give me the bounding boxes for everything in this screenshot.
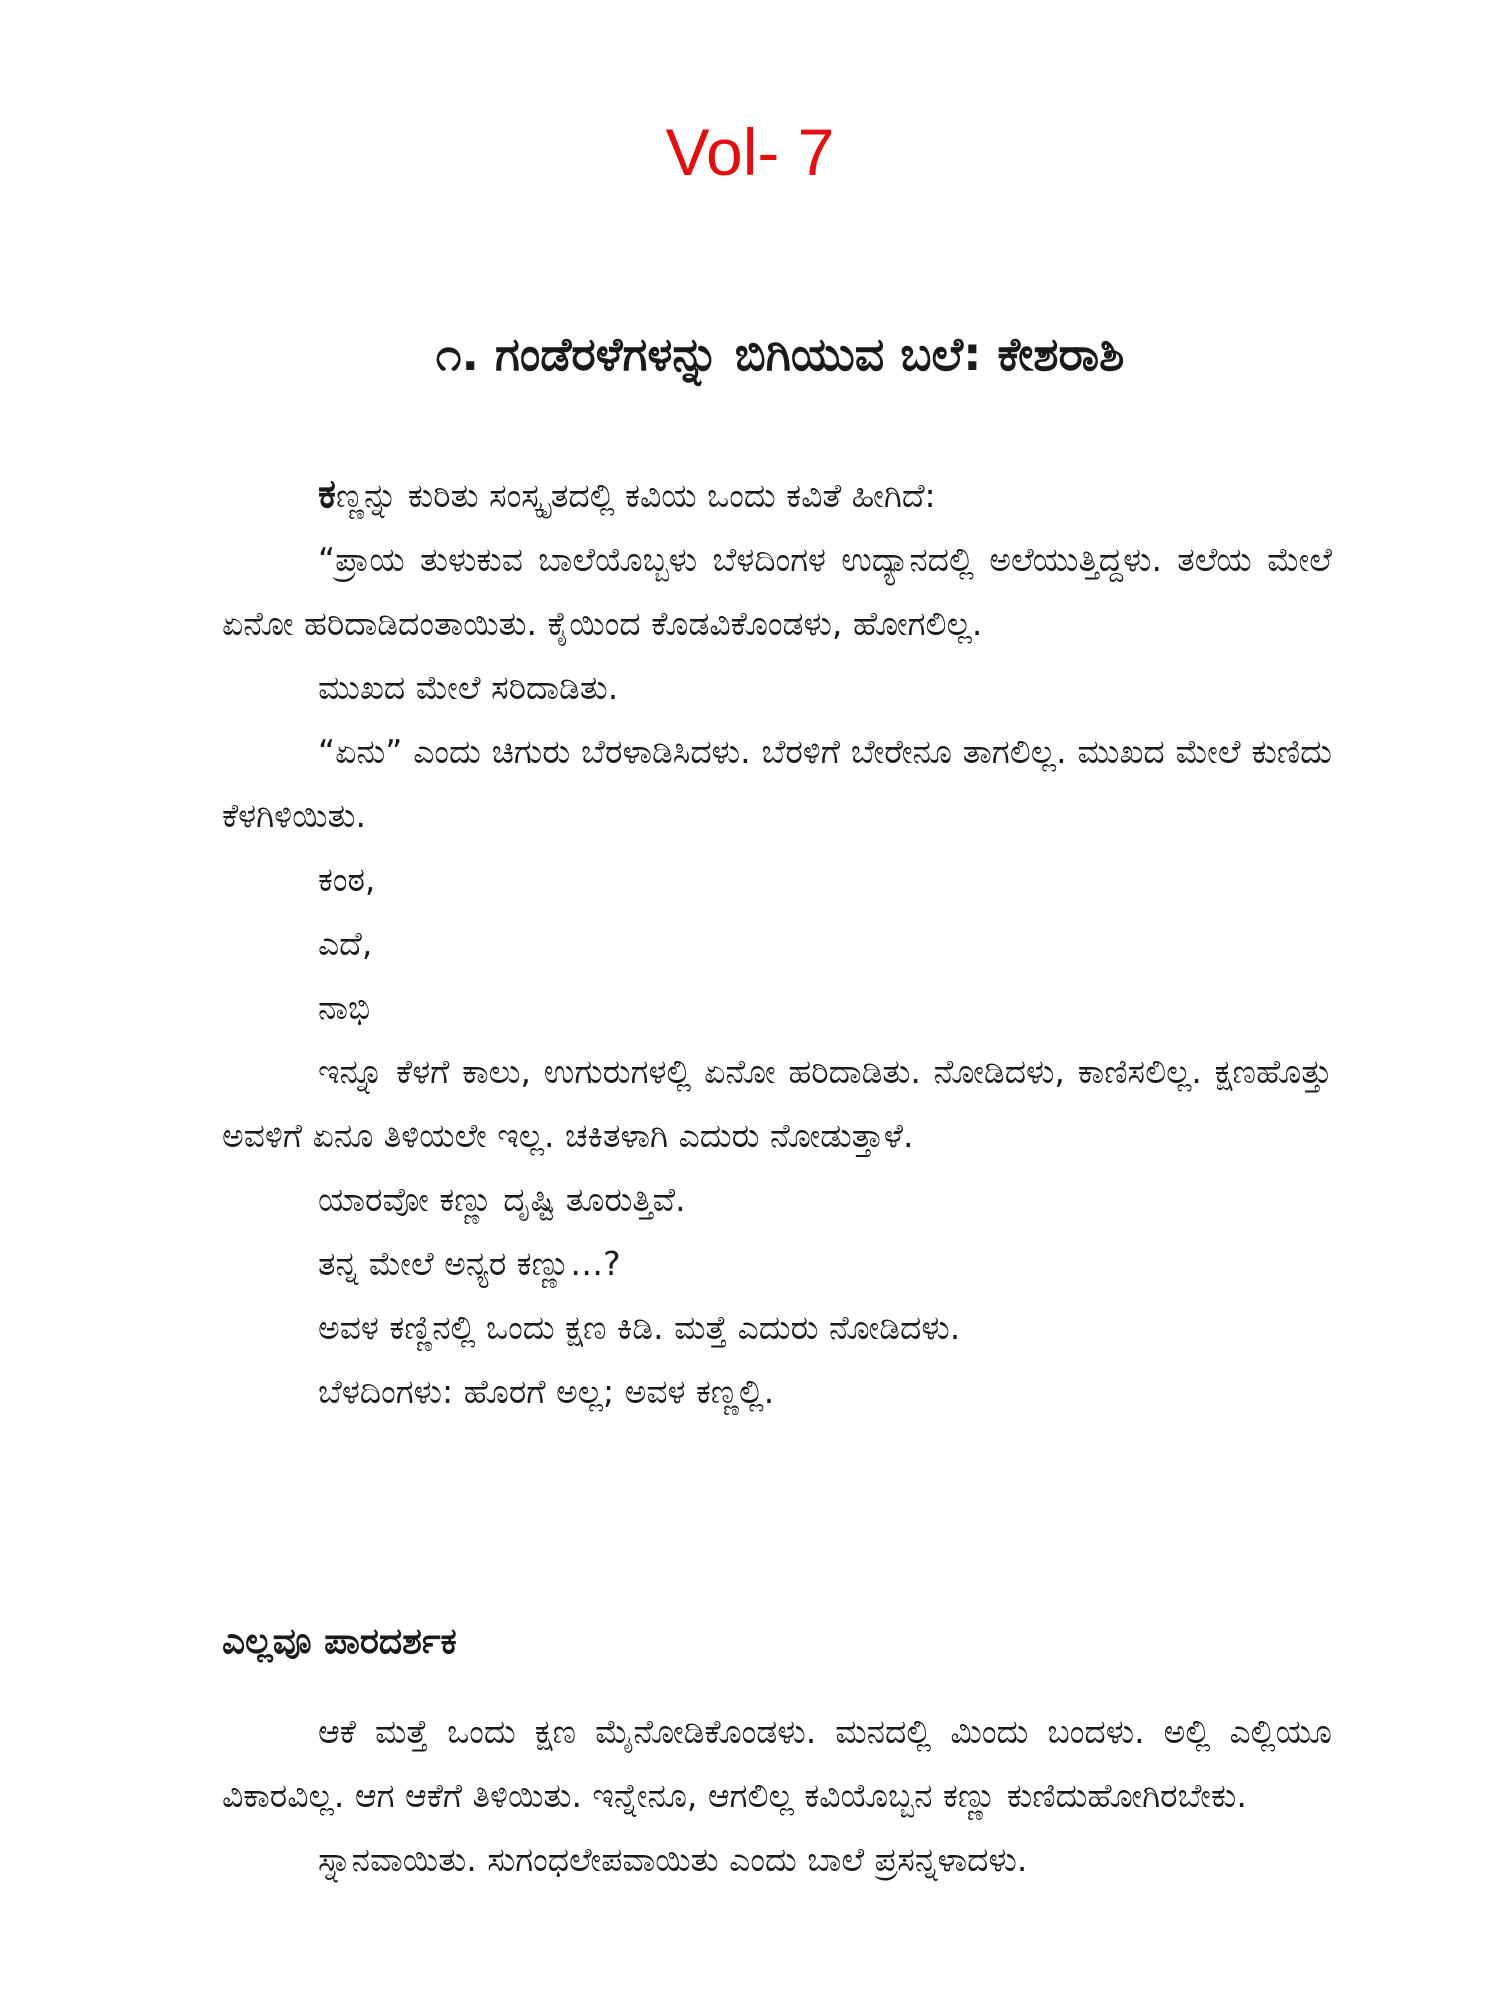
paragraph-1-text: ಣ್ಣನ್ನು ಕುರಿತು ಸಂಸ್ಕೃತದಲ್ಲಿ ಕವಿಯ ಒಂದು ಕವಿತೆ ಹೀಗಿದೆ: <box>336 476 936 515</box>
paragraph-5: ಕಂಠ, <box>318 860 376 899</box>
paragraph-7: ನಾಭಿ <box>318 988 371 1027</box>
paragraph-8: ಇನ್ನೂ ಕೆಳಗೆ ಕಾಲು, ಉಗುರುಗಳಲ್ಲಿ ಏನೋ ಹರಿದಾಡಿತು. ನೋಡಿದಳು, ಕಾಣಿಸಲಿಲ್ಲ. ಕ್ಷಣಹೊತ್ತು ಅವಳಿಗೆ ಏನೂ ತಿಳಿಯಲೇ ಇಲ್ಲ. ಚಕಿತಳಾಗಿ ಎದುರು ನೋಡುತ್ತಾಳೆ. <box>222 1052 1332 1155</box>
section-2-body <box>222 1700 1332 1892</box>
section-2-heading: ಎಲ್ಲವೂ ಪಾರದರ್ಶಕ <box>222 1621 457 1662</box>
section-1-body <box>222 462 1332 1424</box>
paragraph-1 <box>222 462 1332 528</box>
paragraph-10: ತನ್ನ ಮೇಲೆ ಅನ್ಯರ ಕಣ್ಣು…? <box>318 1244 621 1283</box>
volume-label: Vol- 7 <box>665 115 835 189</box>
paragraph-9: ಯಾರವೋ ಕಣ್ಣು ದೃಷ್ಟಿ ತೂರುತ್ತಿವೆ. <box>318 1180 686 1219</box>
paragraph-12: ಬೆಳದಿಂಗಳು: ಹೊರಗೆ ಅಲ್ಲ; ಅವಳ ಕಣ್ಣಲ್ಲಿ. <box>318 1372 775 1411</box>
section-2-paragraph-1: ಆಕೆ ಮತ್ತೆ ಒಂದು ಕ್ಷಣ ಮೈನೋಡಿಕೊಂಡಳು. ಮನದಲ್ಲಿ ಮಿಂದು ಬಂದಳು. ಅಲ್ಲಿ ಎಲ್ಲಿಯೂ ವಿಕಾರವಿಲ್ಲ. ಆಗ ಆಕೆಗೆ ತಿಳಿಯಿತು. ಇನ್ನೇನೂ, ಆಗಲಿಲ್ಲ ಕವಿಯೊಬ್ಬನ ಕಣ್ಣು ಕುಣಿದುಹೋಗಿರಬೇಕು. <box>222 1712 1332 1815</box>
paragraph-3: ಮುಖದ ಮೇಲೆ ಸರಿದಾಡಿತು. <box>318 668 619 707</box>
chapter-title: ೧. ಗಂಡೆರಳೆಗಳನ್ನು ಬಿಗಿಯುವ ಬಲೆ: ಕೇಶರಾಶಿ <box>435 327 1125 381</box>
section-2-paragraph-2: ಸ್ನಾನವಾಯಿತು. ಸುಗಂಧಲೇಪವಾಯಿತು ಎಂದು ಬಾಲೆ ಪ್ರಸನ್ನಳಾದಳು. <box>318 1840 1028 1879</box>
paragraph-6: ಎದೆ, <box>318 924 373 963</box>
paragraph-4: “ಏನು” ಎಂದು ಚಿಗುರು ಬೆರಳಾಡಿಸಿದಳು. ಬೆರಳಿಗೆ ಬೇರೇನೂ ತಾಗಲಿಲ್ಲ. ಮುಖದ ಮೇಲೆ ಕುಣಿದು ಕೆಳಗಿಳಿಯಿತು. <box>222 732 1332 835</box>
drop-cap: ಕ <box>318 471 336 517</box>
paragraph-11: ಅವಳ ಕಣ್ಣಿನಲ್ಲಿ ಒಂದು ಕ್ಷಣ ಕಿಡಿ. ಮತ್ತೆ ಎದುರು ನೋಡಿದಳು. <box>318 1308 961 1347</box>
paragraph-2: “ಪ್ರಾಯ ತುಳುಕುವ ಬಾಲೆಯೊಬ್ಬಳು ಬೆಳದಿಂಗಳ ಉದ್ಯಾನದಲ್ಲಿ ಅಲೆಯುತ್ತಿದ್ದಳು. ತಲೆಯ ಮೇಲೆ ಏನೋ ಹರಿದಾಡಿದಂತಾಯಿತು. ಕೈಯಿಂದ ಕೊಡವಿಕೊಂಡಳು, ಹೋಗಲಿಲ್ಲ. <box>222 540 1332 643</box>
